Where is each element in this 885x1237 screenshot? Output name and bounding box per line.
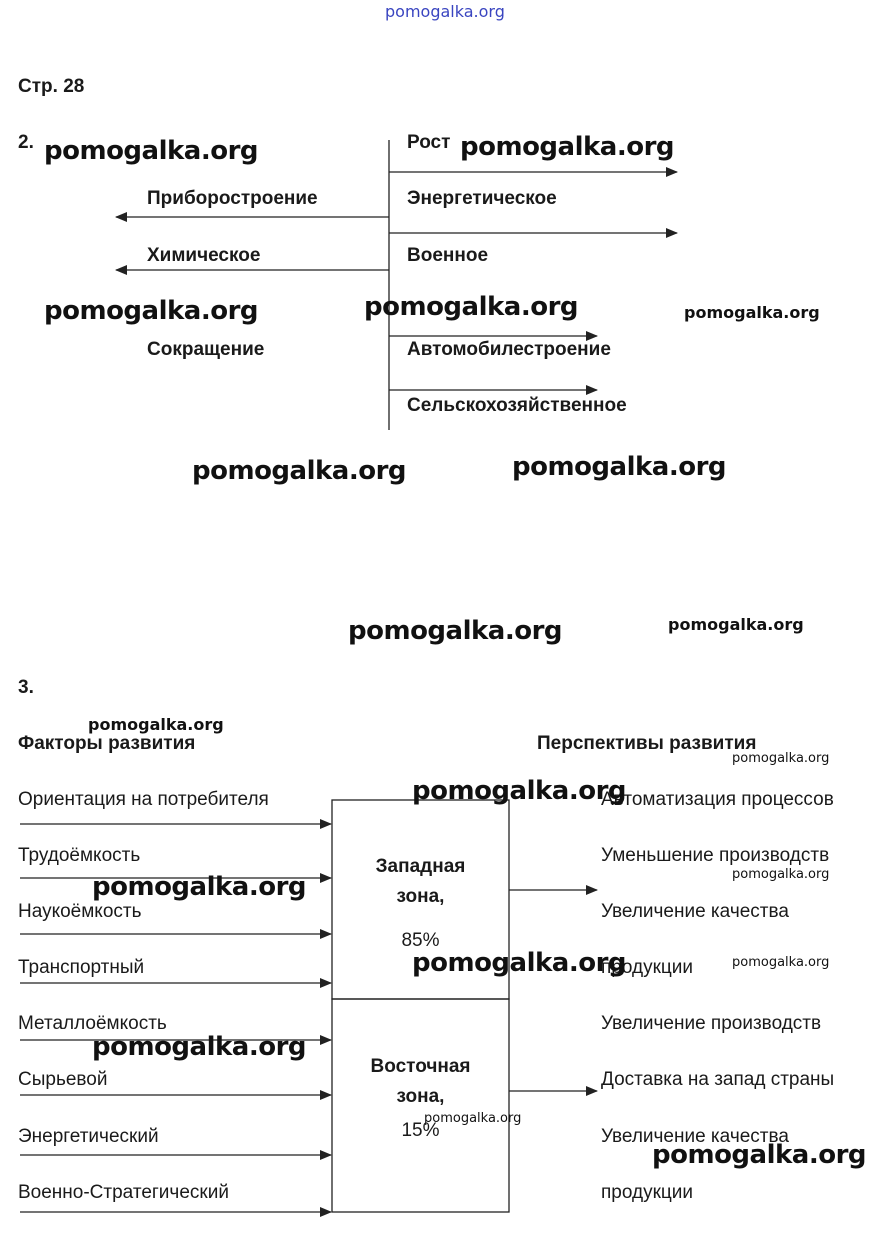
prospects-header: Перспективы развития <box>537 733 757 754</box>
watermark: pomogalka.org <box>460 132 675 162</box>
page-label: Стр. 28 <box>18 76 85 97</box>
west-zone-label <box>332 852 509 956</box>
right-item-avtomobilestroenie: Автомобилестроение <box>407 339 611 360</box>
left-item-priborostroenie: Приборостроение <box>147 188 318 209</box>
prospect-item: Увеличение качества <box>601 1126 789 1147</box>
task2-number: 2. <box>18 132 34 153</box>
prospect-item: продукции <box>601 1182 694 1203</box>
prospect-item: Увеличение производств <box>601 1013 822 1034</box>
watermark: pomogalka.org <box>88 715 224 734</box>
watermark: pomogalka.org <box>92 1032 307 1062</box>
prospect-item: Уменьшение производств <box>601 845 830 866</box>
watermark: pomogalka.org <box>732 751 830 766</box>
factor-item: Трудоёмкость <box>18 845 141 866</box>
prospect-item: продукции <box>601 957 694 978</box>
prospect-item: Доставка на запад страны <box>601 1069 835 1090</box>
east-zone-word: зона, <box>396 1086 445 1107</box>
factor-item: Ориентация на потребителя <box>18 789 269 810</box>
watermark: pomogalka.org <box>424 1111 522 1126</box>
watermark: pomogalka.org <box>732 867 830 882</box>
right-item-energeticheskoe: Энергетическое <box>407 188 557 209</box>
factor-item: Военно-Стратегический <box>18 1182 229 1203</box>
right-item-selskohozyaystvennoe: Сельскохозяйственное <box>407 395 627 416</box>
watermark: pomogalka.org <box>652 1140 867 1170</box>
watermark: pomogalka.org <box>92 872 307 902</box>
factor-item: Энергетический <box>18 1126 159 1147</box>
west-zone-word: зона, <box>396 886 445 907</box>
east-zone-name: Восточная <box>370 1056 471 1077</box>
east-zone-label <box>332 1052 509 1146</box>
west-zone-name: Западная <box>375 856 466 877</box>
watermark: pomogalka.org <box>412 776 627 806</box>
watermark: pomogalka.org <box>44 296 259 326</box>
factor-item: Металлоёмкость <box>18 1013 167 1034</box>
task3-number: 3. <box>18 677 34 698</box>
factor-item: Сырьевой <box>18 1069 108 1090</box>
watermark: pomogalka.org <box>364 292 579 322</box>
prospect-item: Увеличение качества <box>601 901 789 922</box>
prospect-item: Автоматизация процессов <box>601 789 834 810</box>
left-item-himicheskoe: Химическое <box>147 245 261 266</box>
watermark: pomogalka.org <box>684 303 820 322</box>
watermark: pomogalka.org <box>348 616 563 646</box>
factor-item: Транспортный <box>18 957 145 978</box>
east-zone-percent: 15% <box>401 1120 440 1141</box>
watermark: pomogalka.org <box>512 452 727 482</box>
right-item-voennoe: Военное <box>407 245 489 266</box>
watermark: pomogalka.org <box>412 948 627 978</box>
left-group-label: Сокращение <box>147 339 265 360</box>
west-zone-percent: 85% <box>401 930 440 951</box>
watermark-top[interactable]: pomogalka.org <box>385 2 505 21</box>
watermark: pomogalka.org <box>732 955 830 970</box>
right-group-label: Рост <box>407 132 451 153</box>
watermark: pomogalka.org <box>192 456 407 486</box>
watermark: pomogalka.org <box>668 615 804 634</box>
factors-header: Факторы развития <box>18 733 196 754</box>
watermark: pomogalka.org <box>44 136 259 166</box>
factor-item: Наукоёмкость <box>18 901 142 922</box>
